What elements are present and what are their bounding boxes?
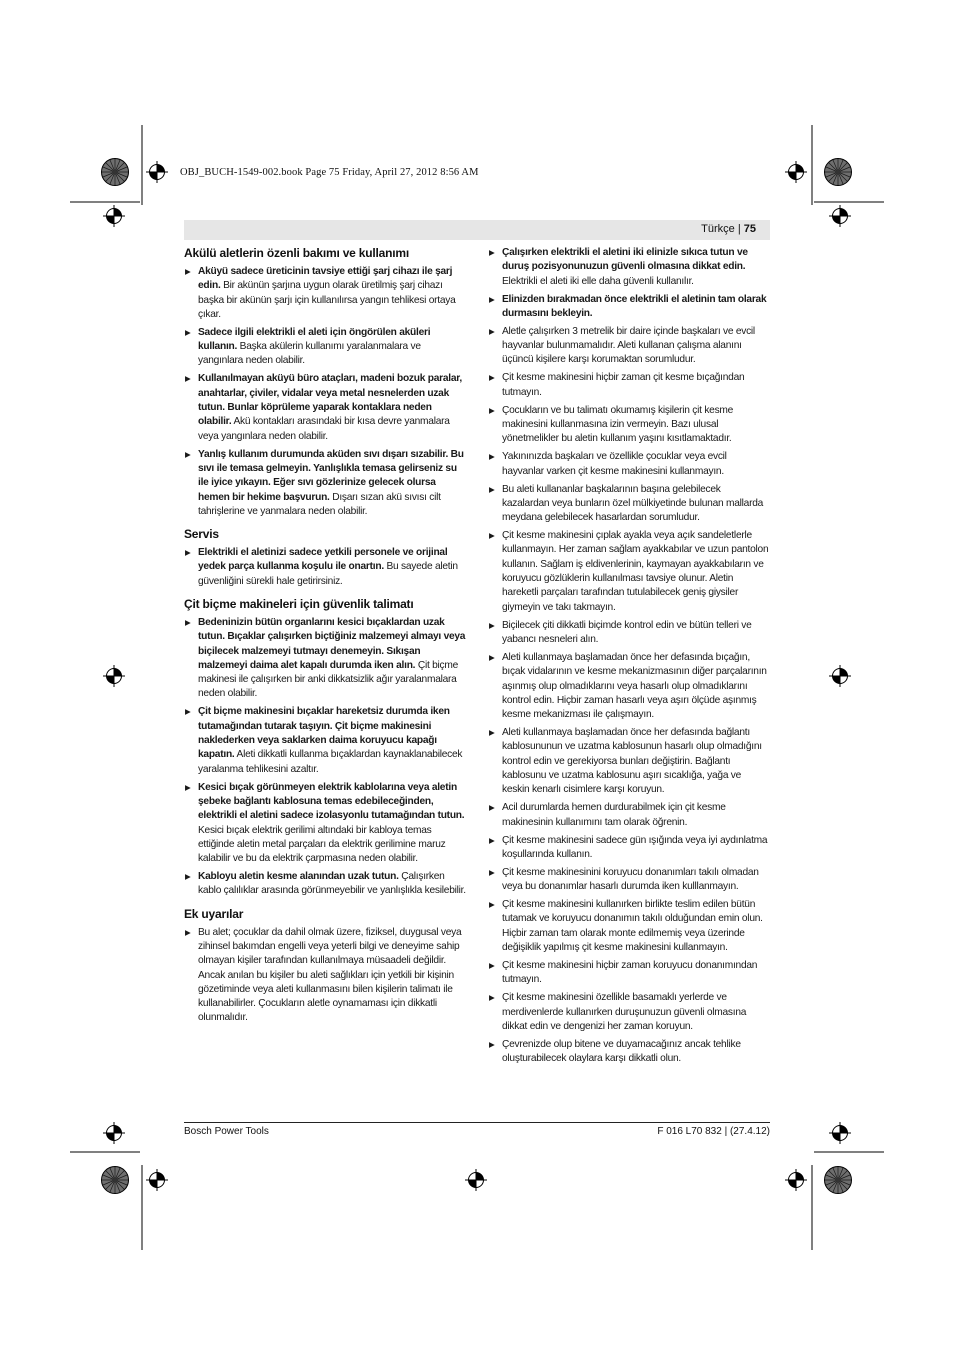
list-item: ▶ Çit biçme makinesini bıçaklar hareketsiz durumda iken tutamağından tutarak taşıyın. Çit biçme makinesini naklederken veya saklarken daima koruyucu kapağı kapatın. Aleti dikkatli kullanma bıçaklardan kaynaklanabilecek yaralanma tehlikesini azaltır. (184, 705, 466, 776)
section-heading-additional-warnings: Ek uyarılar (184, 906, 244, 921)
page-number: 75 (743, 223, 756, 235)
list-item: ▶ Aletle çalışırken 3 metrelik bir daire içinde başkaları ve evcil hayvanlar bulunmamalıdır. Aleti kullanan çalışma alanını üçüncü kişilere karşı korumaktan sorumludur. (488, 325, 770, 368)
section-heading-service: Servis (184, 527, 219, 542)
header-language: Türkçe (701, 223, 735, 235)
section-heading-hedge-trimmer-safety: Çit biçme makineleri için güvenlik talimatı (184, 597, 414, 611)
list-item: ▶ Yanlış kullanım durumunda aküden sıvı dışarı sızabilir. Bu sıvı ile temasa gelmeyin. Yanlışlıkla temasa gelirseniz su ile iyice yıkayın. Eğer sıvı gözlerinize gelecek olursa hemen bir hekime başvurun. Dışarı sızan akü sıvısı cilt tahrişlerine ve yanmalara neden olabilir. (184, 448, 466, 519)
footer-brand: Bosch Power Tools (184, 1126, 269, 1137)
list-item: ▶ Biçilecek çiti dikkatli biçimde kontrol edin ve bütün telleri ve yabancı nesneleri alın. (488, 619, 770, 648)
footer-rule (184, 1122, 770, 1123)
list-item: ▶ Bu aleti kullananlar başkalarının başına gelebilecek kazalardan veya bunların özel mülkiyetinde bulunan mallarda meydana gelebilecek hasarlardan sorumludur. (488, 483, 770, 526)
list-item: ▶ Acil durumlarda hemen durdurabilmek için çit kesme makinesinin kullanımını tam olarak öğrenin. (488, 801, 770, 830)
list-item: ▶ Bedeninizin bütün organlarını kesici bıçaklardan uzak tutun. Bıçaklar çalışırken biçtiğiniz malzemeyi almayı veya biçilecek malzemeyi tutmayı denemeyin. Sıkışan malzemeyi daima alet kapalı durumda iken alın. Çit biçme makinesi ile çalışırken bir anki dikkatsizlik ağır yaralanmalara neden olabilir. (184, 616, 466, 702)
footer-part-number: F 016 L70 832 | (27.4.12) (657, 1126, 770, 1137)
list-item: ▶ Elinizden bırakmadan önce elektrikli el aletinin tam olarak durmasını bekleyin. (488, 293, 770, 322)
list-item: ▶ Kabloyu aletin kesme alanından uzak tutun. Çalışırken kablo çalılıklar arasında görünmeyebilir ve yanlışlıkla kesilebilir. (184, 870, 466, 899)
list-item: ▶ Çit kesme makinesini hiçbir zaman koruyucu donanımından tutmayın. (488, 959, 770, 988)
list-item: ▶ Aleti kullanmaya başlamadan önce her defasında bıçağın, bıçak vidalarının ve kesme mekanizmasının diğer parçalarının aşınmış olup olmadıklarını veya hasarlı olup olmadıklarını kontrol edin. Hiçbir zaman hasarlı veya aşırı ölçüde aşınmış kesme mekanizması ile çalışmayın. (488, 651, 770, 722)
right-column (488, 246, 770, 1070)
list-item: ▶ Çit kesme makinesini kullanırken birlikte teslim edilen bütün tutamak ve koruyucu donanımın takılı olduğundan emin olun. Hiçbir zaman tam olarak monte edilmemiş veya üzerinde değişiklik yapılmış çit kesme makinesini kullanmayın. (488, 898, 770, 955)
page-header-bar (184, 220, 770, 240)
list-item: ▶ Çit kesme makinesinini koruyucu donanımları takılı olmadan veya bu donanımlar hasarlı durumda iken kulllanmayın. (488, 866, 770, 895)
section-heading-battery-care: Akülü aletlerin özenli bakımı ve kullanımı (184, 246, 410, 260)
list-item: ▶ Aküyü sadece üreticinin tavsiye ettiği şarj cihazı ile şarj edin. Bir akünün şarjına uygun olarak üretilmiş şarj cihazı başka bir akünün şarjı için kullanılırsa yangın tehlikesi ortaya çıkar. (184, 265, 466, 322)
header-separator: | (737, 223, 741, 235)
list-item: ▶ Yakınınızda başkaları ve özellikle çocuklar veya evcil hayvanlar varken çit kesme makinesini kullanmayın. (488, 450, 770, 479)
list-item: ▶ Sadece ilgili elektrikli el aleti için öngörülen aküleri kullanın. Başka akülerin kullanımı yaralanmalara ve yangınlara neden olabilir. (184, 326, 466, 369)
list-item: ▶ Çit kesme makinesini çıplak ayakla veya açık sandeletlerle kullanmayın. Her zaman sağlam ayakkabılar ve uzun pantolon kullanın. Sağlam iş eldivenlerinin, kaymayan ayakkabıların ve koruyucu gözlüklerin kullanılması tavsiye olunur. Aletin hareketli parçaları tarafından tutulabilecek geniş giysiler giymeyin ve takı takmayın. (488, 529, 770, 615)
list-item: ▶ Çit kesme makinesini özellikle basamaklı yerlerde ve merdivenlerde kullanırken duruşunuzun güvenli olmasına dikkat edin ve dengenizi her zaman koruyun. (488, 991, 770, 1034)
list-item: ▶ Kesici bıçak görünmeyen elektrik kablolarına veya aletin şebeke bağlantı kablosuna temas edebileceğinden, elektrikli el aletini sadece izolasyonlu tutamağından tutun. Kesici bıçak elektrik gerilimi altındaki bir kabloya temas ettiğinde aletin metal parçaları da elektrik gerilimine maruz kalabilir ve bu da elektrik çarpmasına neden olabilir. (184, 781, 466, 867)
list-item: ▶ Kullanılmayan aküyü büro ataçları, madeni bozuk paralar, anahtarlar, çiviler, vidalar veya metal nesnelerden uzak tutun. Bunlar köprüleme yaparak kontaklara neden olabilir. Akü kontakları arasındaki bir kısa devre yanmalara veya yangınlara neden olabilir. (184, 372, 466, 443)
list-item: ▶ Çit kesme makinesini hiçbir zaman çit kesme bıçağından tutmayın. (488, 371, 770, 400)
list-item: ▶ Elektrikli el aletinizi sadece yetkili personele ve orijinal yedek parça kullanma koşulu ile onartın. Bu sayede aletin güvenliğini sürekli hale getirirsiniz. (184, 546, 466, 589)
list-item: ▶ Çalışırken elektrikli el aletini iki elinizle sıkıca tutun ve duruş pozisyonunuzun güvenli olmasına dikkat edin. Elektrikli el aleti iki elle daha güvenli kullanılır. (488, 246, 770, 289)
list-item: ▶ Aleti kullanmaya başlamadan önce her defasında bağlantı kablosununun ve uzatma kablosunun hasarlı olup olmadığını kontrol edin ve gerekiyorsa bunları değiştirin. Bağlantı kablosunu ve uzatma kablosunu aşırı sıcaklığa, yağa ve keskin kenarlı cisimlere karşı koruyun. (488, 726, 770, 797)
list-item: ▶ Çevrenizde olup bitene ve duyamacağınız ancak tehlike oluşturabilecek olaylara karşı dikkatli olun. (488, 1038, 770, 1067)
left-column (184, 246, 466, 1029)
list-item: ▶ Bu alet; çocuklar da dahil olmak üzere, fiziksel, duygusal veya zihinsel bakımdan engelli veya yeterli bilgi ve deneyime sahip olmayan kişiler tarafından kullanılmaya müsaadeli değildir. Ancak anılan bu kişiler bu aleti sağlıkları için yetkili bir kişinin gözetiminde veya aleti kullanmasını bilen kişilerin talimatı ile kullanabilirler. Çocukların aletle oynamaması için dikkatli olunmalıdır. (184, 926, 466, 1026)
list-item: ▶ Çit kesme makinesini sadece gün ışığında veya iyi aydınlatma koşullarında kullanın. (488, 834, 770, 863)
list-item: ▶ Çocukların ve bu talimatı okumamış kişilerin çit kesme makinesini kullanmasına izin vermeyin. Bazı ulusal yönetmelikler bu aletin kullanım yaşını kısıtlamaktadır. (488, 404, 770, 447)
page-header-text (701, 223, 756, 235)
print-job-line: OBJ_BUCH-1549-002.book Page 75 Friday, April 27, 2012 8:56 AM (180, 167, 479, 178)
